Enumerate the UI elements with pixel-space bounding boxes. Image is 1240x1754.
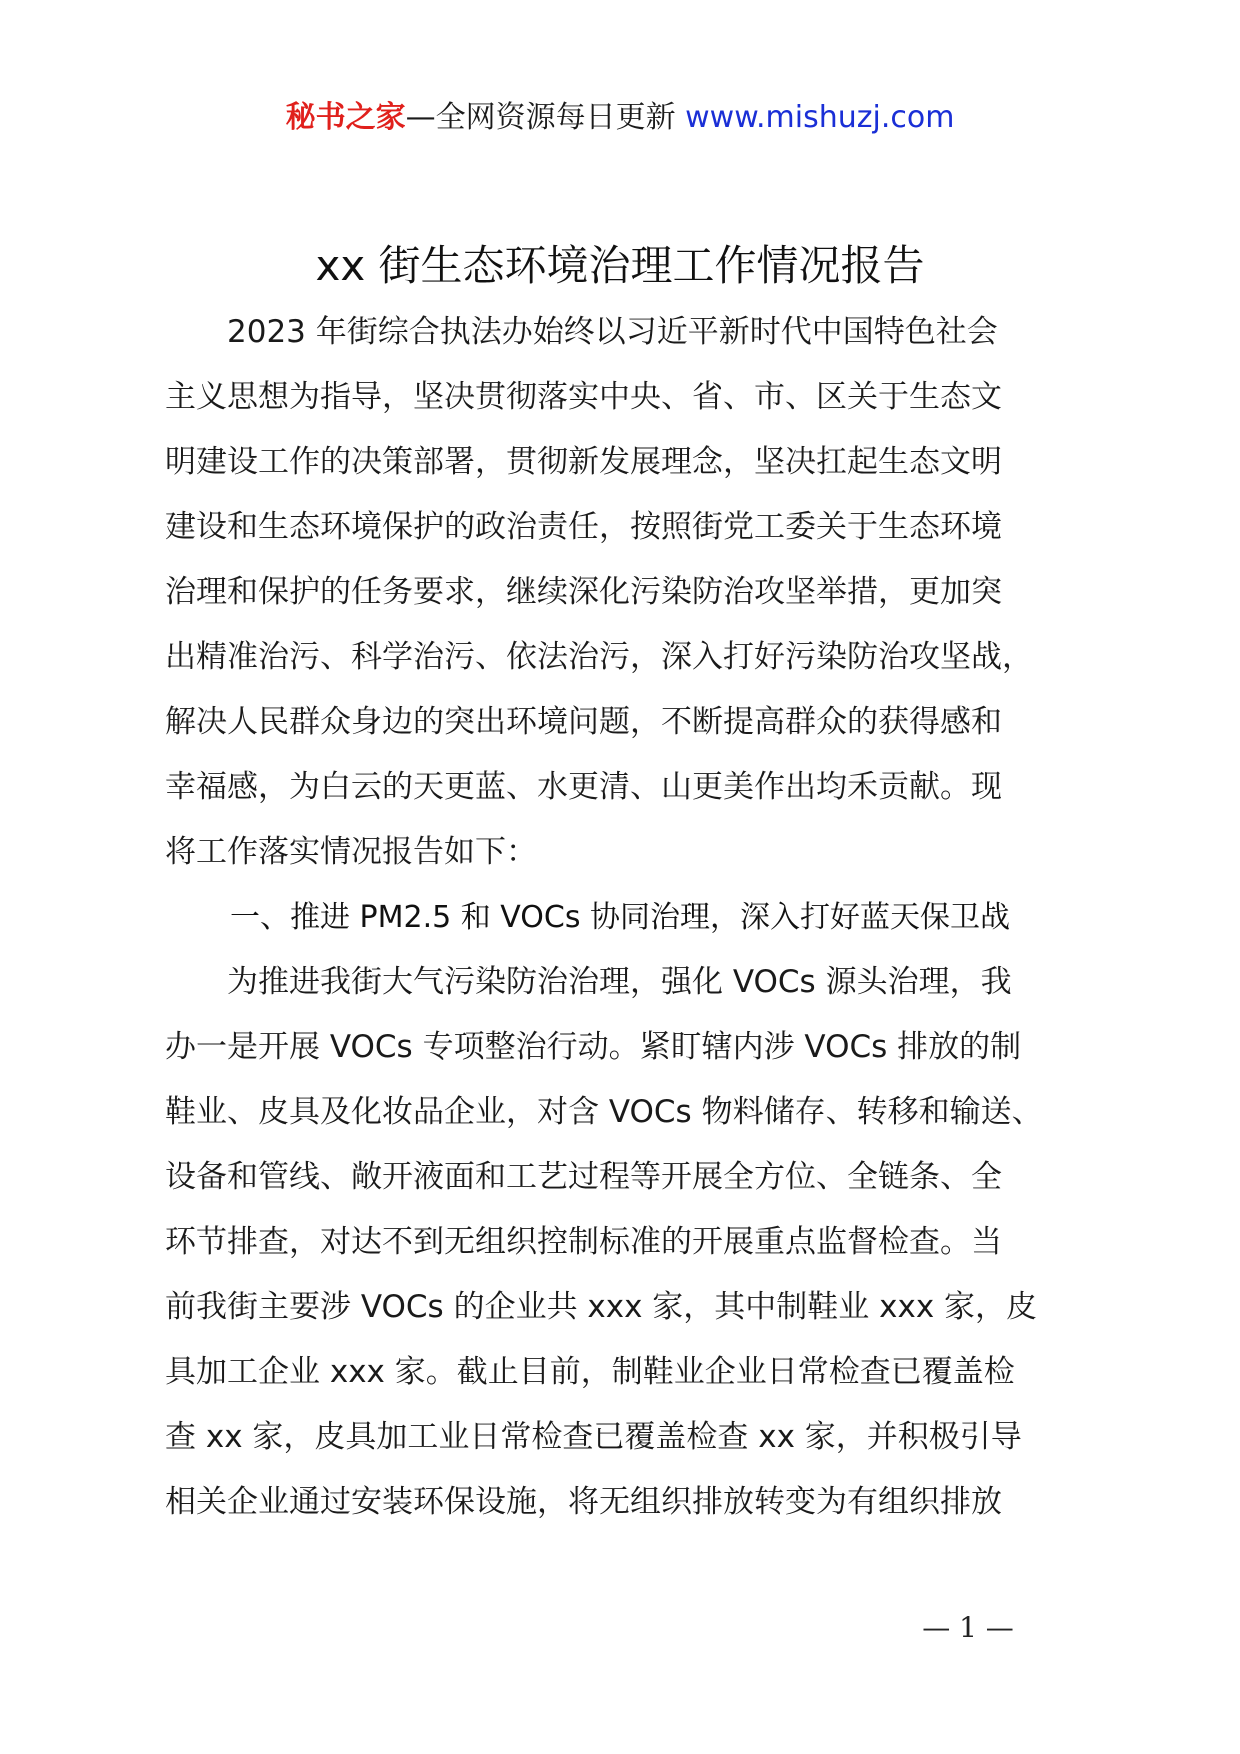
text-line: 环节排查，对达不到无组织控制标准的开展重点监督检查。当 <box>165 1224 1002 1260</box>
text-line: 相关企业通过安装环保设施，将无组织排放转变为有组织排放 <box>165 1484 1002 1520</box>
slogan: —全网资源每日更新 <box>405 100 676 135</box>
text-line: 具加工企业 xxx 家。截止目前，制鞋业企业日常检查已覆盖检 <box>165 1354 1015 1390</box>
text-line: 前我街主要涉 VOCs 的企业共 xxx 家，其中制鞋业 xxx 家，皮 <box>165 1289 1038 1325</box>
site-url-link[interactable]: www.mishuzj.com <box>685 100 955 135</box>
text-line: 明建设工作的决策部署，贯彻新发展理念，坚决扛起生态文明 <box>165 444 1002 480</box>
text-line: 治理和保护的任务要求，继续深化污染防治攻坚举措，更加突 <box>165 574 1002 610</box>
section-heading-1: 一、推进 PM2.5 和 VOCs 协同治理，深入打好蓝天保卫战 <box>230 900 1011 935</box>
text-line: 出精准治污、科学治污、依法治污，深入打好污染防治攻坚战， <box>165 639 1033 675</box>
text-line: 主义思想为指导，坚决贯彻落实中央、省、市、区关于生态文 <box>165 379 1002 415</box>
text-line: 查 xx 家，皮具加工业日常检查已覆盖检查 xx 家，并积极引导 <box>165 1419 1022 1455</box>
text-line: 为推进我街大气污染防治治理，强化 VOCs 源头治理，我 <box>165 964 1012 1000</box>
text-line: 解决人民群众身边的突出环境问题，不断提高群众的获得感和 <box>165 704 1002 740</box>
brand-name: 秘书之家 <box>285 100 406 135</box>
text-line: 设备和管线、敞开液面和工艺过程等开展全方位、全链条、全 <box>165 1159 1002 1195</box>
paragraph-intro <box>165 300 1085 885</box>
text-line: 2023 年街综合执法办始终以习近平新时代中国特色社会 <box>165 314 998 350</box>
document-title: xx 街生态环境治理工作情况报告 <box>315 241 925 290</box>
text-line: 建设和生态环境保护的政治责任，按照街党工委关于生态环境 <box>165 509 1002 545</box>
site-banner <box>0 98 1240 138</box>
text-line: 办一是开展 VOCs 专项整治行动。紧盯辖内涉 VOCs 排放的制 <box>165 1029 1022 1065</box>
text-line: 鞋业、皮具及化妆品企业，对含 VOCs 物料储存、转移和输送、 <box>165 1094 1043 1130</box>
paragraph-section-1 <box>165 950 1085 1535</box>
page-number: — 1 — <box>922 1611 1014 1644</box>
text-line: 幸福感，为白云的天更蓝、水更清、山更美作出均禾贡献。现 <box>165 769 1002 805</box>
text-line: 将工作落实情况报告如下： <box>165 834 537 870</box>
